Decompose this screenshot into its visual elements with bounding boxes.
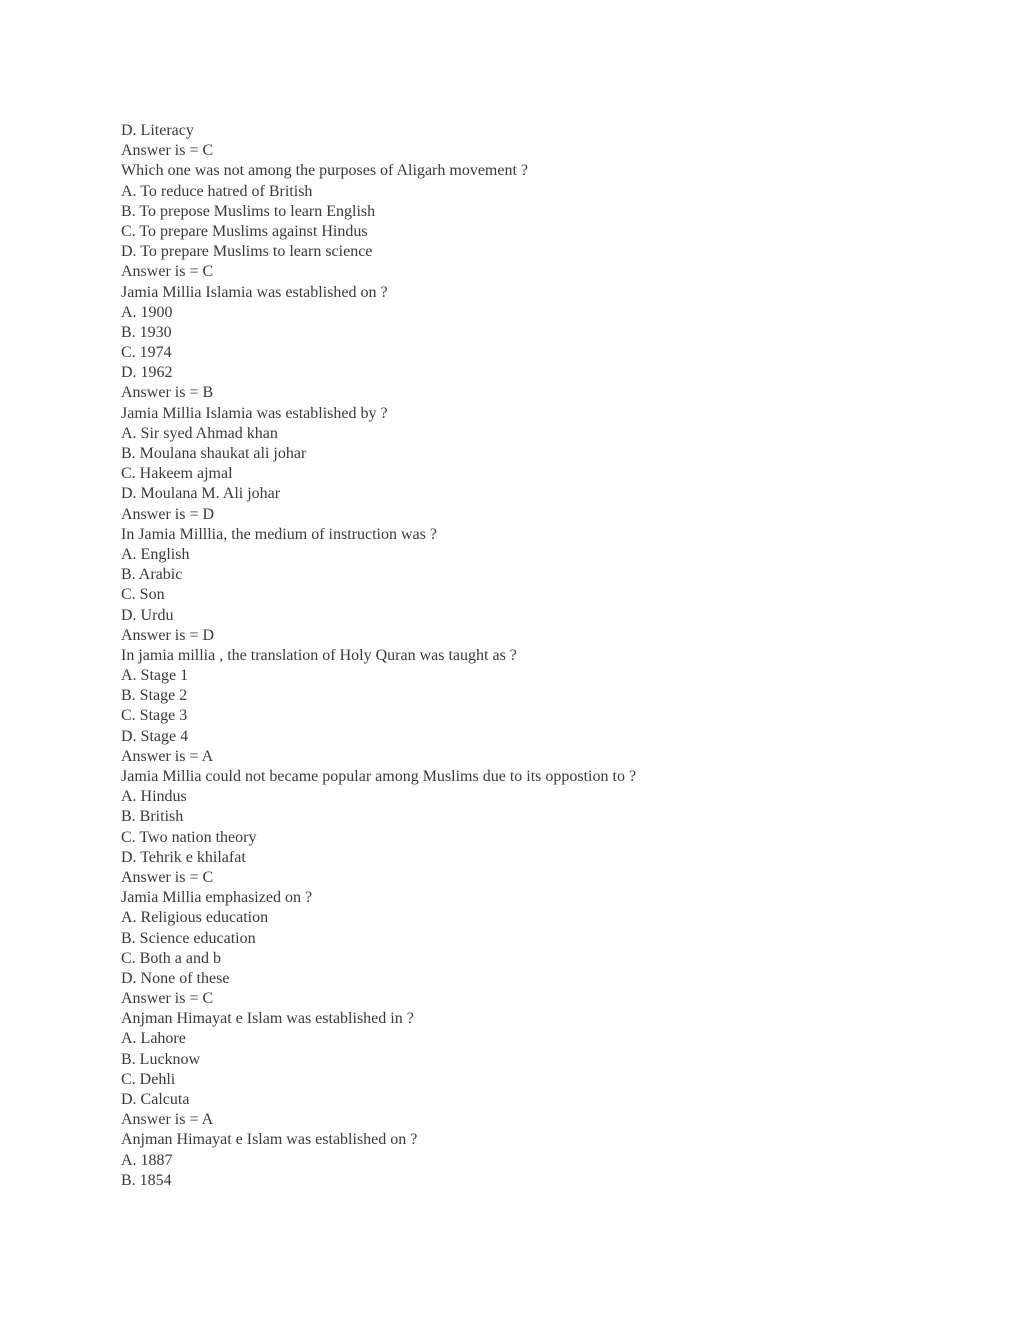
option-line: C. To prepare Muslims against Hindus [121,222,368,240]
option-line: A. Hindus [121,788,187,806]
option-line: A. English [121,545,190,563]
question-line: Anjman Himayat e Islam was established in ? [121,1010,414,1028]
option-line: B. To prepose Muslims to learn English [121,202,376,220]
option-line: C. Both a and b [121,949,221,967]
answer-line: Answer is = A [121,747,214,765]
option-line: B. Science education [121,929,256,947]
answer-line: Answer is = D [121,505,215,523]
option-line: A. 1900 [121,303,173,321]
question-line: Which one was not among the purposes of Aligarh movement ? [121,162,529,180]
option-line: C. Dehli [121,1070,176,1088]
answer-line: Answer is = B [121,384,214,402]
option-line: A. Stage 1 [121,667,189,685]
answer-line: Answer is = C [121,990,214,1008]
question-line: Anjman Himayat e Islam was established on ? [121,1131,418,1149]
option-line: B. Arabic [121,566,183,584]
option-line: B. British [121,808,184,826]
option-line: D. Stage 4 [121,727,189,745]
option-line: C. Hakeem ajmal [121,465,233,483]
option-line: D. 1962 [121,364,173,382]
option-line: C. Stage 3 [121,707,188,725]
question-line: In jamia millia , the translation of Holy Quran was taught as ? [121,646,517,664]
answer-line: Answer is = D [121,626,215,644]
option-line: D. Urdu [121,606,174,624]
option-line: D. To prepare Muslims to learn science [121,243,373,261]
option-line: A. Lahore [121,1030,186,1048]
option-line: B. Lucknow [121,1050,201,1068]
option-line: D. Calcuta [121,1091,190,1108]
question-line: In Jamia Milllia, the medium of instruction was ? [121,525,437,543]
option-line: D. Tehrik e khilafat [121,848,246,866]
option-line: B. Stage 2 [121,687,188,705]
question-line: Jamia Millia Islamia was established on ? [121,283,388,301]
option-line: D. Moulana M. Ali johar [121,485,281,503]
answer-line: Answer is = C [121,142,214,160]
question-line: Jamia Millia could not became popular among Muslims due to its oppostion to ? [121,768,637,785]
option-line: B. 1930 [121,323,172,341]
option-line: A. 1887 [121,1151,173,1169]
option-line: D. None of these [121,969,230,987]
document-text [121,121,921,1191]
answer-line: Answer is = A [121,1111,214,1129]
option-line: A. Sir syed Ahmad khan [121,424,278,442]
option-line: A. Religious education [121,909,269,927]
question-line: Jamia Millia emphasized on ? [121,889,313,907]
option-line: C. Son [121,586,165,604]
option-line: C. 1974 [121,344,172,362]
option-line: B. Moulana shaukat ali johar [121,445,307,462]
answer-line: Answer is = C [121,868,214,886]
question-line: Jamia Millia Islamia was established by ? [121,404,388,422]
option-line: C. Two nation theory [121,828,257,846]
option-line: D. Literacy [121,122,194,139]
option-line: A. To reduce hatred of British [121,182,313,200]
answer-line: Answer is = C [121,263,214,281]
option-line: B. 1854 [121,1171,172,1189]
